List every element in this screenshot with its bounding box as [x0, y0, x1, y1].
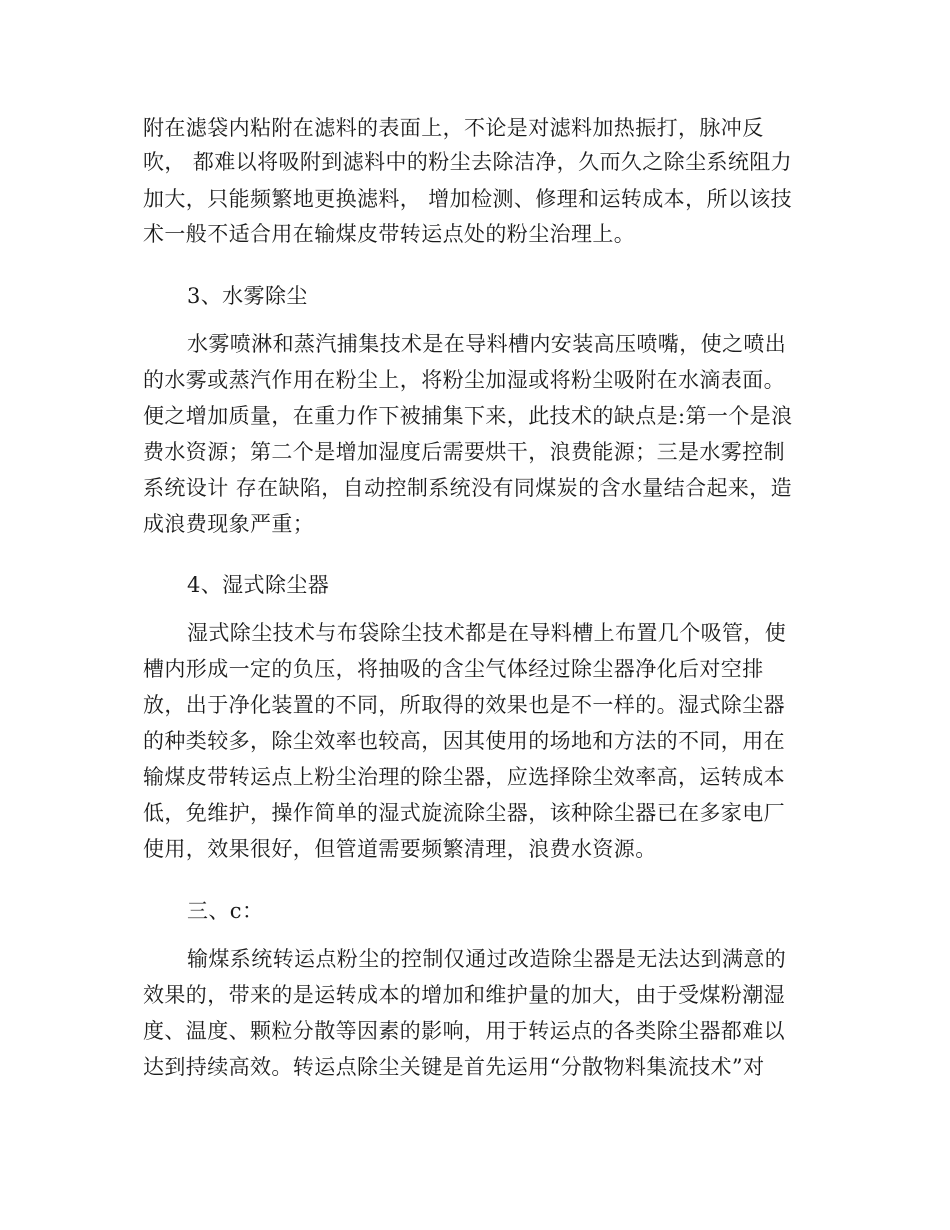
- paragraph-line: 效果的，带来的是运转成本的增加和维护量的加大，由于受煤粉潮湿: [143, 983, 785, 1007]
- paragraph-line: 术一般不适合用在输煤皮带转运点处的粉尘治理上。: [143, 222, 636, 246]
- section-heading: 3、水雾除尘: [187, 284, 308, 308]
- paragraph-line: 加大，只能频繁地更换滤料， 增加检测、修理和运转成本，所以该技: [143, 187, 793, 211]
- paragraph-line: 便之增加质量，在重力作下被捕集下来，此技术的缺点是:第一个是浪: [143, 404, 793, 428]
- paragraph-line: 附在滤袋内粘附在滤料的表面上，不论是对滤料加热振打，脉冲反: [143, 116, 764, 140]
- paragraph-line: 费水资源；第二个是增加湿度后需要烘干，浪费能源；三是水雾控制: [143, 440, 785, 464]
- paragraph-line: 的水雾或蒸汽作用在粉尘上，将粉尘加湿或将粉尘吸附在水滴表面。: [143, 368, 785, 392]
- section-heading: 4、湿式除尘器: [187, 573, 330, 597]
- paragraph-line: 湿式除尘技术与布袋除尘技术都是在导料槽上布置几个吸管，使: [187, 621, 787, 645]
- paragraph-line: 成浪费现象严重；: [143, 512, 315, 536]
- paragraph-line: 放，出于净化装置的不同，所取得的效果也是不一样的。湿式除尘器: [143, 693, 785, 717]
- paragraph-line: 输煤皮带转运点上粉尘治理的除尘器，应选择除尘效率高，运转成本: [143, 765, 785, 789]
- paragraph-line: 使用，效果很好，但管道需要频繁清理，浪费水资源。: [143, 837, 657, 861]
- paragraph-line: 系统设计 存在缺陷，自动控制系统没有同煤炭的含水量结合起来，造: [143, 476, 793, 500]
- paragraph-line: 水雾喷淋和蒸汽捕集技术是在导料槽内安装高压喷嘴，使之喷出: [187, 332, 787, 356]
- paragraph-line: 吹， 都难以将吸附到滤料中的粉尘去除洁净，久而久之除尘系统阻力: [143, 150, 793, 174]
- paragraph-line: 度、温度、颗粒分散等因素的影响，用于转运点的各类除尘器都难以: [143, 1019, 785, 1043]
- paragraph-line: 的种类较多，除尘效率也较高，因其使用的场地和方法的不同，用在: [143, 729, 785, 753]
- paragraph-line: 槽内形成一定的负压，将抽吸的含尘气体经过除尘器净化后对空排: [143, 657, 764, 681]
- section-heading: 三、c：: [187, 899, 264, 923]
- paragraph-line: 达到持续高效。转运点除尘关键是首先运用“分散物料集流技术”对: [143, 1055, 765, 1079]
- paragraph-line: 输煤系统转运点粉尘的控制仅通过改造除尘器是无法达到满意的: [187, 947, 787, 971]
- paragraph-line: 低，免维护，操作简单的湿式旋流除尘器，该种除尘器已在多家电厂: [143, 801, 785, 825]
